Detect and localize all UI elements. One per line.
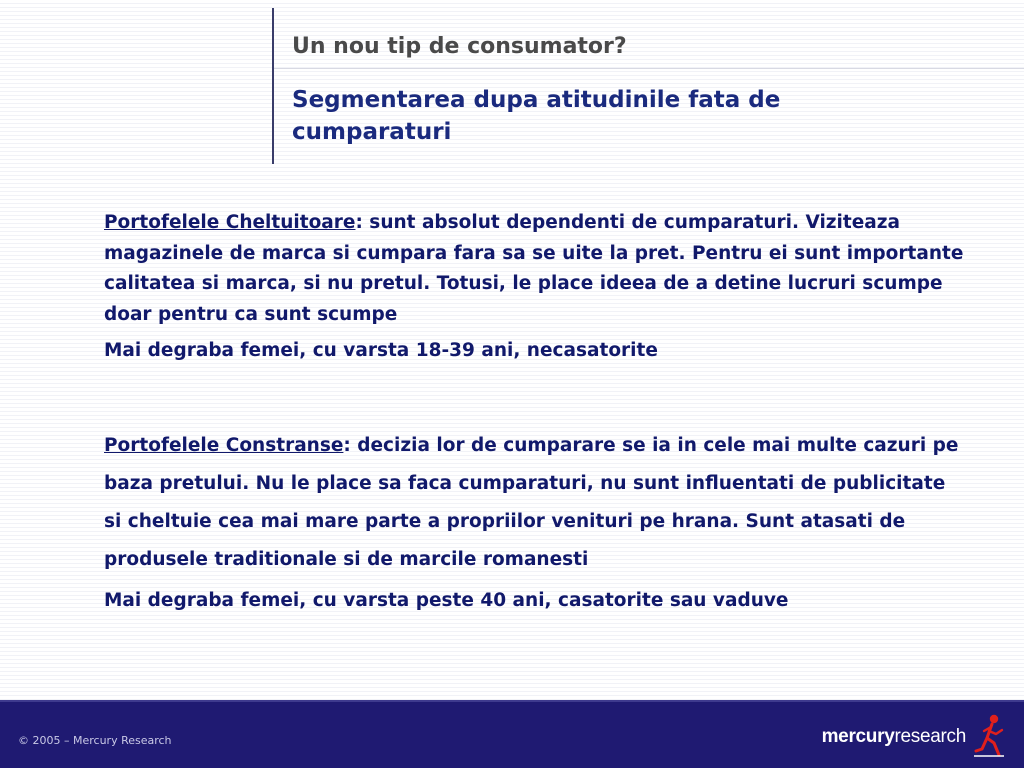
copyright-text: © 2005 – Mercury Research	[18, 734, 172, 747]
running-figure-icon-svg	[972, 713, 1006, 757]
segment-demographic: Mai degraba femei, cu varsta peste 40 ani, casatorite sau vaduve	[104, 590, 789, 611]
segment-description-text: : decizia lor de cumparare se ia in cele mai multe cazuri pe baza pretului. Nu le place sa faca cumparaturi, nu sunt influentati de publicitate si cheltuie cea mai mare parte a propriilor venituri pe hrana. Sunt atasati de produsele traditionale si de marcile romanesti	[104, 435, 959, 570]
running-figure-icon	[972, 713, 1006, 761]
logo-wordmark-light: research	[894, 726, 966, 747]
segment-term: Portofelele Cheltuitoare	[104, 212, 356, 233]
slide-content	[104, 208, 964, 616]
slide-subtitle: Segmentarea dupa atitudinile fata de cumparaturi	[292, 87, 781, 145]
header-divider-horizontal	[274, 68, 1024, 69]
segment-description-text: : sunt absolut dependenti de cumparaturi. Viziteaza magazinele de marca si cumpara fara sa se uite la pret. Pentru ei sunt importante calitatea si marca, si nu pretul. Totusi, le place ideea de a detine lucruri scumpe doar pentru ca sunt scumpe	[104, 212, 964, 325]
segment-description	[104, 208, 964, 330]
slide-title: Un nou tip de consumator?	[292, 34, 627, 59]
header-divider-vertical	[272, 8, 274, 164]
footer-bar	[0, 700, 1024, 768]
logo-wordmark	[822, 726, 966, 748]
segment-term: Portofelele Constranse	[104, 435, 344, 456]
company-logo	[822, 712, 1006, 762]
logo-wordmark-bold: mercury	[821, 726, 895, 747]
segment-description	[104, 427, 964, 579]
segment-demographic: Mai degraba femei, cu varsta 18-39 ani, necasatorite	[104, 340, 658, 361]
